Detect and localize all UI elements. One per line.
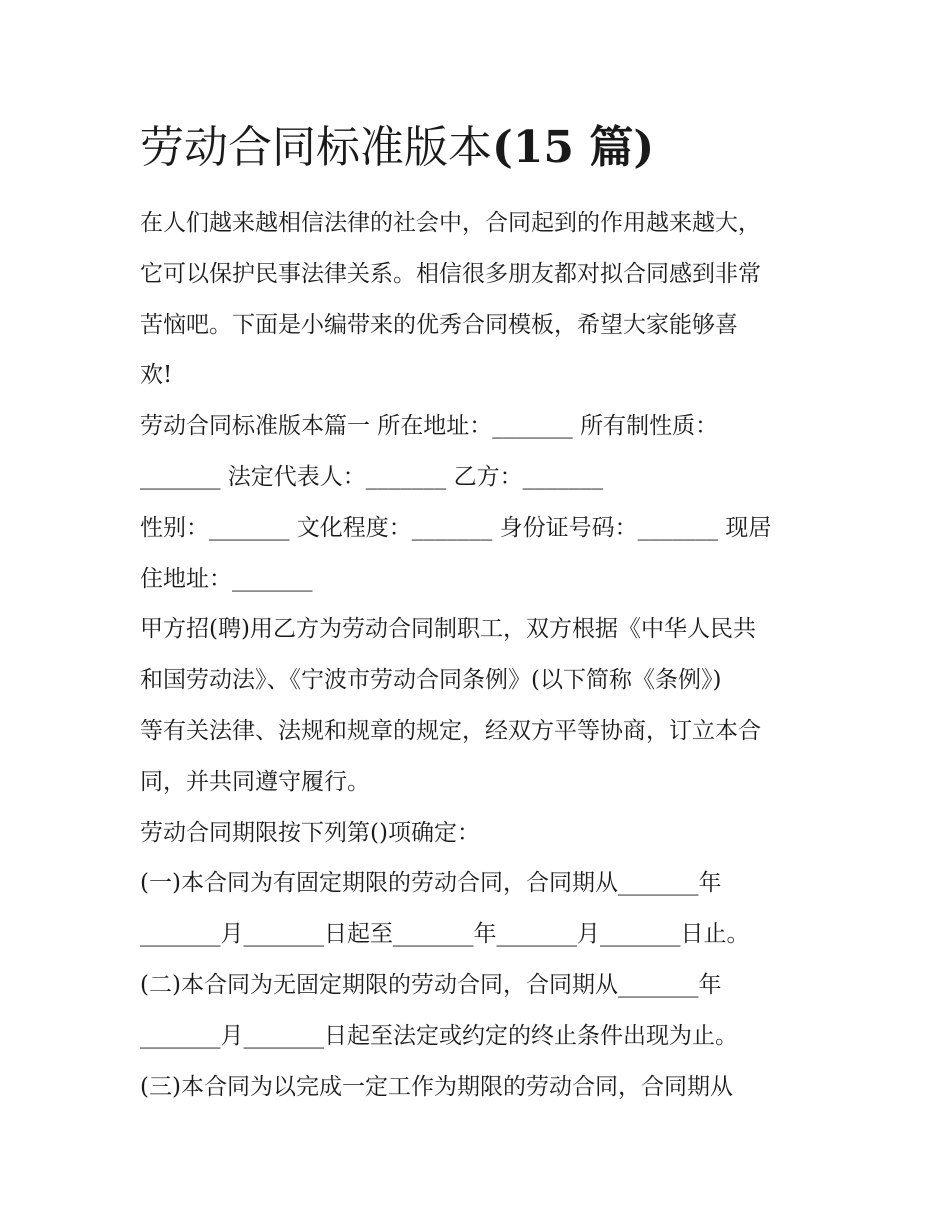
paragraph-line: _______ 法定代表人：_______ 乙方：_______ [140,463,604,490]
paragraph-line: 欢! [140,362,173,389]
paragraph-line: (三)本合同为以完成一定工作为期限的劳动合同，合同期从 [140,1073,733,1100]
paragraph-line: 劳动合同期限按下列第()项确定： [140,819,480,846]
paragraph-line: _______月_______日起至法定或约定的终止条件出现为止。 [140,1022,738,1049]
paragraph-line: 同，并共同遵守履行。 [140,768,370,795]
title-count: (15 篇) [492,122,655,173]
paragraph-line: 劳动合同标准版本篇一 所在地址：_______ 所有制性质： [140,413,719,440]
document-title [140,118,654,178]
title-text: 劳动合同标准版本 [140,122,492,173]
paragraph-line: 住地址：_______ [140,565,313,592]
document-body [140,198,820,1112]
paragraph-line: 它可以保护民事法律关系。相信很多朋友都对拟合同感到非常 [140,260,761,287]
paragraph-line: 性别：_______ 文化程度：_______ 身份证号码：_______ 现居 [140,514,772,541]
paragraph-line: _______月_______日起至_______年_______月_______日止。 [140,921,750,948]
paragraph-line: (二)本合同为无固定期限的劳动合同，合同期从_______年 [140,971,722,998]
paragraph-line: 和国劳动法》、《宁波市劳动合同条例》(以下简称《条例》) [140,667,722,694]
paragraph-line: 甲方招(聘)用乙方为劳动合同制职工，双方根据《中华人民共 [140,616,756,643]
paragraph-line: 在人们越来越相信法律的社会中，合同起到的作用越来越大， [140,210,761,236]
paragraph-line: (一)本合同为有固定期限的劳动合同，合同期从_______年 [140,870,722,897]
paragraph-line: 等有关法律、法规和规章的规定，经双方平等协商，订立本合 [140,717,761,744]
paragraph-line: 苦恼吧。下面是小编带来的优秀合同模板，希望大家能够喜 [140,311,738,338]
